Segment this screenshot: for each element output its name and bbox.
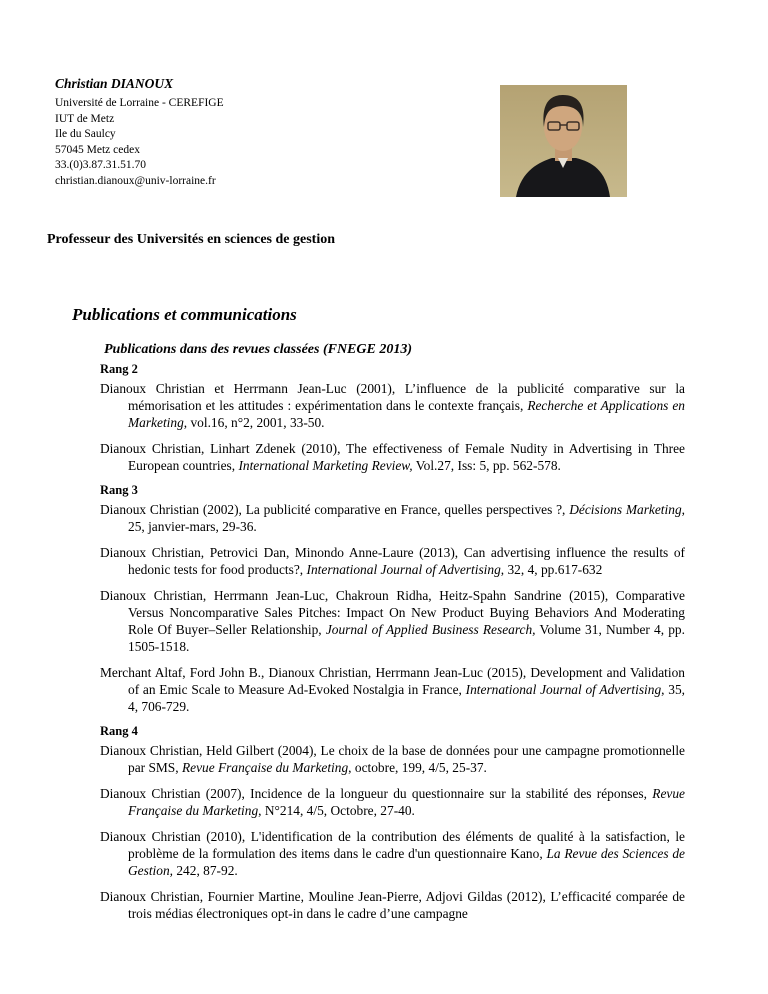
email-address: christian.dianoux@univ-lorraine.fr (55, 174, 216, 187)
reference-text: Volume 31, Number 4, pp. 1505-1518. (128, 622, 685, 654)
phone-number: 33.(0)3.87.31.51.70 (55, 159, 147, 171)
contact-header (55, 76, 224, 189)
reference-item (100, 664, 685, 715)
reference-text: Dianoux Christian et Herrmann Jean-Luc (2001), L’influence de la publicité comparative sur la mémorisation et les attitudes : expérimentation dans le contexte français, (100, 381, 685, 413)
reference-text: 242, 87-92. (173, 863, 238, 878)
reference-item (100, 828, 685, 879)
affiliation-line: Ile du Saulcy (55, 128, 116, 140)
reference-item (100, 742, 685, 776)
journal-name: Revue Française du Marketing (181, 760, 349, 775)
profile-photo-image (500, 85, 627, 197)
reference-text: Dianoux Christian (2010), L'identification de la contribution des éléments de qualité à la satisfaction, le problème de la formulation des items dans le cadre d'un questionnaire Kano, (100, 829, 685, 861)
journal-name: International Marketing Review, (238, 458, 413, 473)
journal-name: Recherche et Applications en Marketing (128, 398, 685, 430)
reference-text: Dianoux Christian (2007), Incidence de la longueur du questionnaire sur la stabilité des réponses, (100, 786, 653, 801)
reference-text: , octobre, 199, 4/5, 25-37. (348, 760, 487, 775)
reference-text: , N°214, 4/5, Octobre, 27-40. (258, 803, 415, 818)
reference-item (100, 544, 685, 578)
reference-text: , vol.16, n°2, 2001, 33-50. (183, 415, 325, 430)
reference-item (100, 785, 685, 819)
section-title-publications: Publications et communications (72, 305, 297, 324)
reference-item (100, 380, 685, 431)
rank-label: Rang 2 (100, 362, 138, 376)
reference-item (100, 440, 685, 474)
reference-item (100, 587, 685, 655)
journal-name: International Journal of Advertising (306, 562, 501, 577)
reference-text: Merchant Altaf, Ford John B., Dianoux Christian, Herrmann Jean-Luc (2015), Development and Validation of an Emic Scale to Measure Ad-Evoked Nostalgia in France, (100, 665, 685, 697)
journal-name: International Journal of Advertising (465, 682, 662, 697)
journal-name: Revue Française du Marketing (128, 786, 685, 818)
reference-text: , 35, 4, 706-729. (128, 682, 685, 714)
rank-label: Rang 4 (100, 724, 138, 738)
affiliation-line: Université de Lorraine - CEREFIGE (55, 97, 224, 109)
reference-text: , 32, 4, pp.617-632 (500, 562, 603, 577)
reference-text: Vol.27, Iss: 5, pp. 562-578. (412, 458, 561, 473)
position-title: Professeur des Universités en sciences de gestion (47, 232, 335, 247)
journal-name: Décisions Marketing (569, 502, 682, 517)
subsection-title-classified-journals: Publications dans des revues classées (FNEGE 2013) (104, 342, 412, 357)
affiliation-line: IUT de Metz (55, 112, 115, 125)
reference-text: Dianoux Christian, Held Gilbert (2004), Le choix de la base de données pour une campagne promotionnelle par SMS, (100, 743, 685, 775)
publication-groups (100, 360, 685, 931)
person-name: Christian DIANOUX (55, 76, 174, 91)
reference-text: Dianoux Christian, Linhart Zdenek (2010), The effectiveness of Female Nudity in Advertising in Three European countries, (100, 441, 685, 473)
rank-label: Rang 3 (100, 483, 138, 497)
reference-text: , 25, janvier-mars, 29-36. (128, 502, 686, 534)
affiliation-line: 57045 Metz cedex (55, 143, 140, 156)
journal-name: La Revue des Sciences de Gestion, (128, 846, 685, 878)
reference-item (100, 888, 685, 922)
reference-text: Dianoux Christian, Fournier Martine, Mouline Jean-Pierre, Adjovi Gildas (2012), L’efficacité comparée de trois médias électroniques opt-in dans le cadre d’une campagne (100, 889, 685, 921)
reference-text: Dianoux Christian, Petrovici Dan, Minondo Anne-Laure (2013), Can advertising influence the results of hedonic tests for food products?, (100, 545, 685, 577)
reference-item (100, 501, 685, 535)
reference-text: Dianoux Christian (2002), La publicité comparative en France, quelles perspectives ?, (100, 502, 570, 517)
reference-text: Dianoux Christian, Herrmann Jean-Luc, Chakroun Ridha, Heitz-Spahn Sandrine (2015), Comparative Versus Noncomparative Sales Pitches: Impact On New Product Buying Behaviors And Moderating Role Of Buyer–Seller Relationship, (100, 588, 685, 637)
journal-name: Journal of Applied Business Research, (325, 622, 536, 637)
profile-photo (500, 85, 627, 197)
